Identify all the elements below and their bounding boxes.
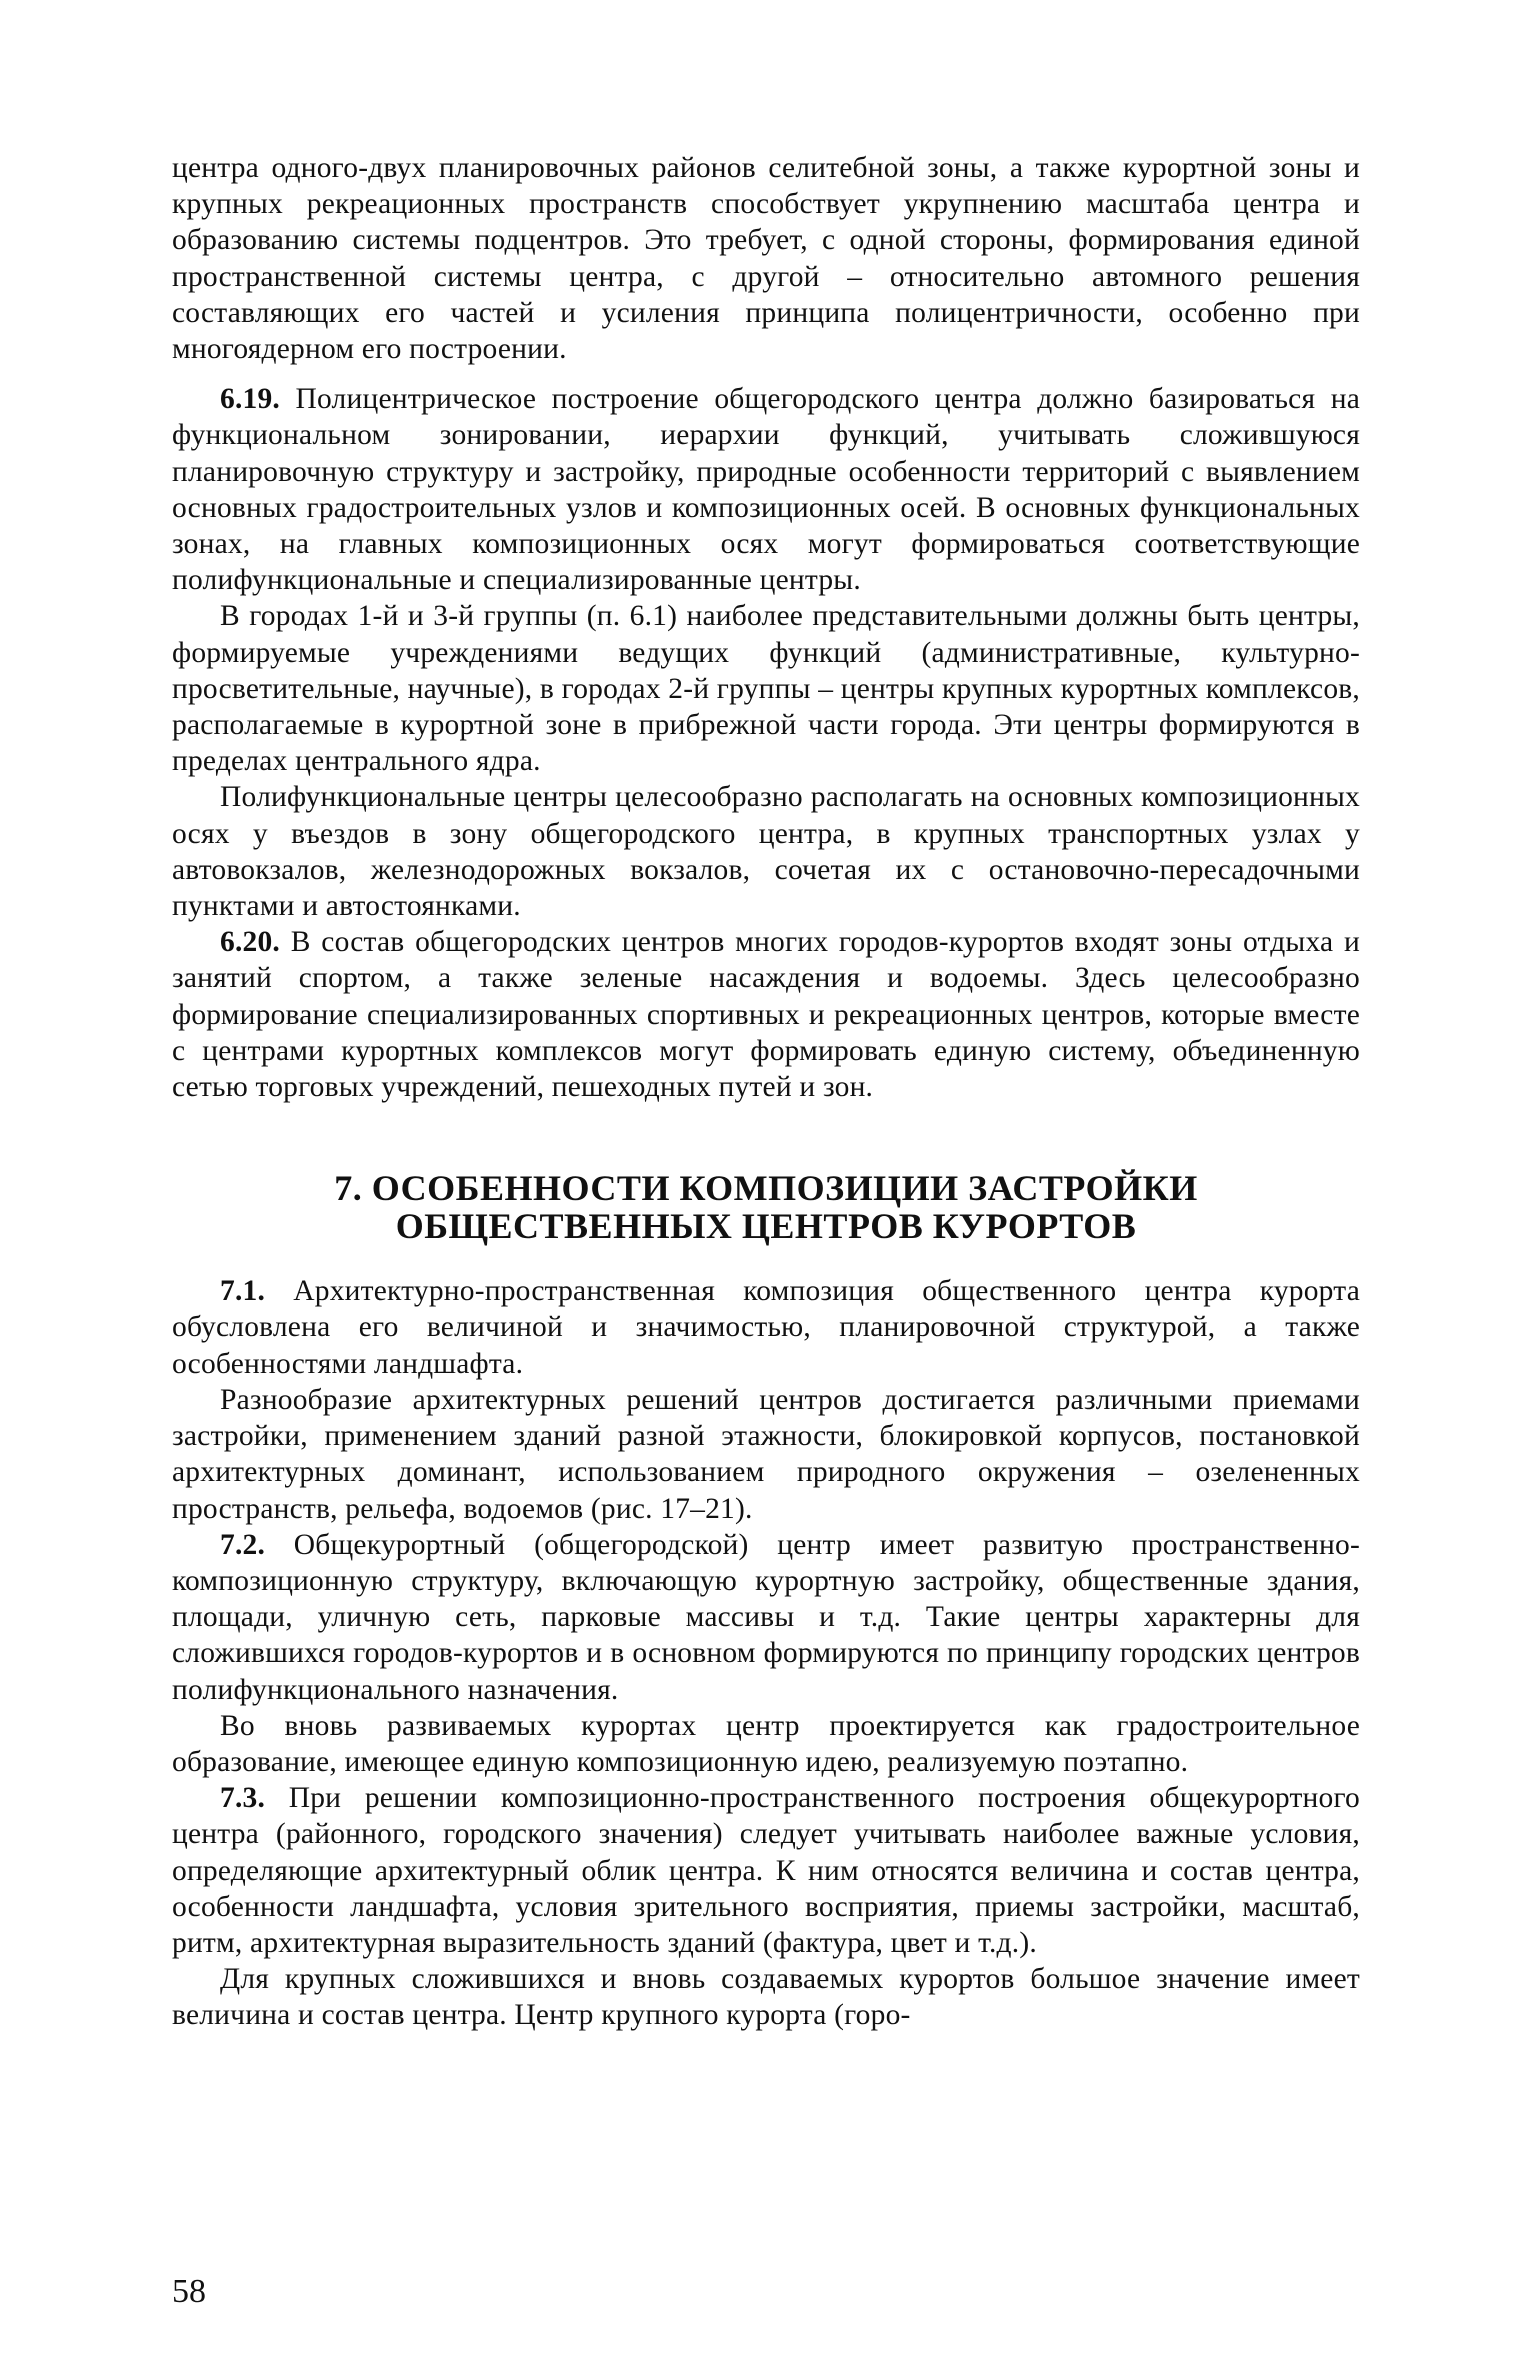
clause-7-1-p2: Разнообразие архитектурных решений центров достигается различными приемами застройки, применением зданий разной этажности, блокировкой корпусов, постановкой архитектурных доминант, использованием природного окружения – озелененных пространств, рельефа, водоемов (рис. 17–21). <box>172 1383 1360 1525</box>
clause-number: 6.20. <box>220 926 280 959</box>
spacer <box>172 367 1360 381</box>
clause-text: В состав общегородских центров многих городов-курортов входят зоны отдыха и занятий спортом, а также зеленые насаждения и водоемы. Здесь целесообразно формирование специализированных спортивных и рекреационных центров, которые вместе с центрами курортных комплексов могут формировать единую систему, объединенную сетью торговых учреждений, пешеходных путей и зон. <box>172 926 1360 1104</box>
section-heading-line-1: 7. ОСОБЕННОСТИ КОМПОЗИЦИИ ЗАСТРОЙКИ <box>334 1168 1198 1209</box>
clause-number: 7.1. <box>220 1275 266 1308</box>
clause-text: Полицентрическое построение общегородского центра должно базироваться на функциональном зонировании, иерархии функций, учитывать сложившуюся планировочную структуру и застройку, природные особенности территорий с выявлением основных градостроительных узлов и композиционных осей. В основных функциональных зонах, на главных композиционных осях могут формироваться соответствующие полифункциональные и специализированные центры. <box>172 383 1360 597</box>
clause-7-3-p2: Для крупных сложившихся и вновь создаваемых курортов большое значение имеет величина и состав центра. Центр крупного курорта (горо- <box>172 1963 1360 2032</box>
clause-6-19-p2: В городах 1-й и 3-й группы (п. 6.1) наиболее представительными должны быть центры, формируемые учреждениями ведущих функций (административные, культурно-просветительные, научные), в городах 2-й группы – центры крупных курортных комплексов, располагаемые в курортной зоне в прибрежной части города. Эти центры формируются в пределах центрального ядра. <box>172 600 1360 778</box>
clause-7-1 <box>172 1273 1360 1382</box>
clause-number: 6.19. <box>220 383 280 416</box>
clause-6-19-p3: Полифункциональные центры целесообразно располагать на основных композиционных осях у въездов в зону общегородского центра, в крупных транспортных узлах у автовокзалов, железнодорожных вокзалов, сочетая их с остановочно-пересадочными пунктами и автостоянками. <box>172 781 1360 923</box>
clause-7-2 <box>172 1527 1360 1708</box>
page-body <box>172 150 1360 2034</box>
clause-6-19 <box>172 381 1360 598</box>
clause-7-3 <box>172 1780 1360 1961</box>
clause-text: При решении композиционно-пространственного построения общекурортного центра (районного, городского значения) следует учитывать наиболее важные условия, определяющие архитектурный облик центра. К ним относятся величина и состав центра, особенности ландшафта, условия зрительного восприятия, приемы застройки, масштаб, ритм, архитектурная выразительность зданий (фактура, цвет и т.д.). <box>172 1782 1360 1959</box>
clause-6-20 <box>172 924 1360 1105</box>
section-heading-line-2: ОБЩЕСТВЕННЫХ ЦЕНТРОВ КУРОРТОВ <box>395 1206 1137 1247</box>
page-number: 58 <box>172 2273 206 2310</box>
clause-number: 7.3. <box>220 1782 266 1815</box>
clause-text: Архитектурно-пространственная композиция общественного центра курорта обусловлена его величиной и значимостью, планировочной структурой, а также особенностями ландшафта. <box>172 1275 1360 1380</box>
clause-7-2-p2: Во вновь развиваемых курортах центр проектируется как градостроительное образование, имеющее единую композиционную идею, реализуемую поэтапно. <box>172 1709 1360 1778</box>
section-heading <box>172 1169 1360 1245</box>
paragraph-continuation: центра одного-двух планировочных районов селитебной зоны, а также курортной зоны и крупных рекреационных пространств способствует укрупнению масштаба центра и образованию системы подцентров. Это требует, с одной стороны, формирования единой пространственной системы центра, с другой – относительно автомного решения составляющих его частей и усиления принципа полицентричности, особенно при многоядерном его построении. <box>172 152 1360 366</box>
clause-number: 7.2. <box>220 1528 266 1561</box>
clause-text: Общекурортный (общегородской) центр имеет развитую пространственно-композиционную структуру, включающую курортную застройку, общественные здания, площади, уличную сеть, парковые массивы и т.д. Такие центры характерны для сложившихся городов-курортов и в основном формируются по принципу городских центров полифункционального назначения. <box>172 1528 1360 1706</box>
